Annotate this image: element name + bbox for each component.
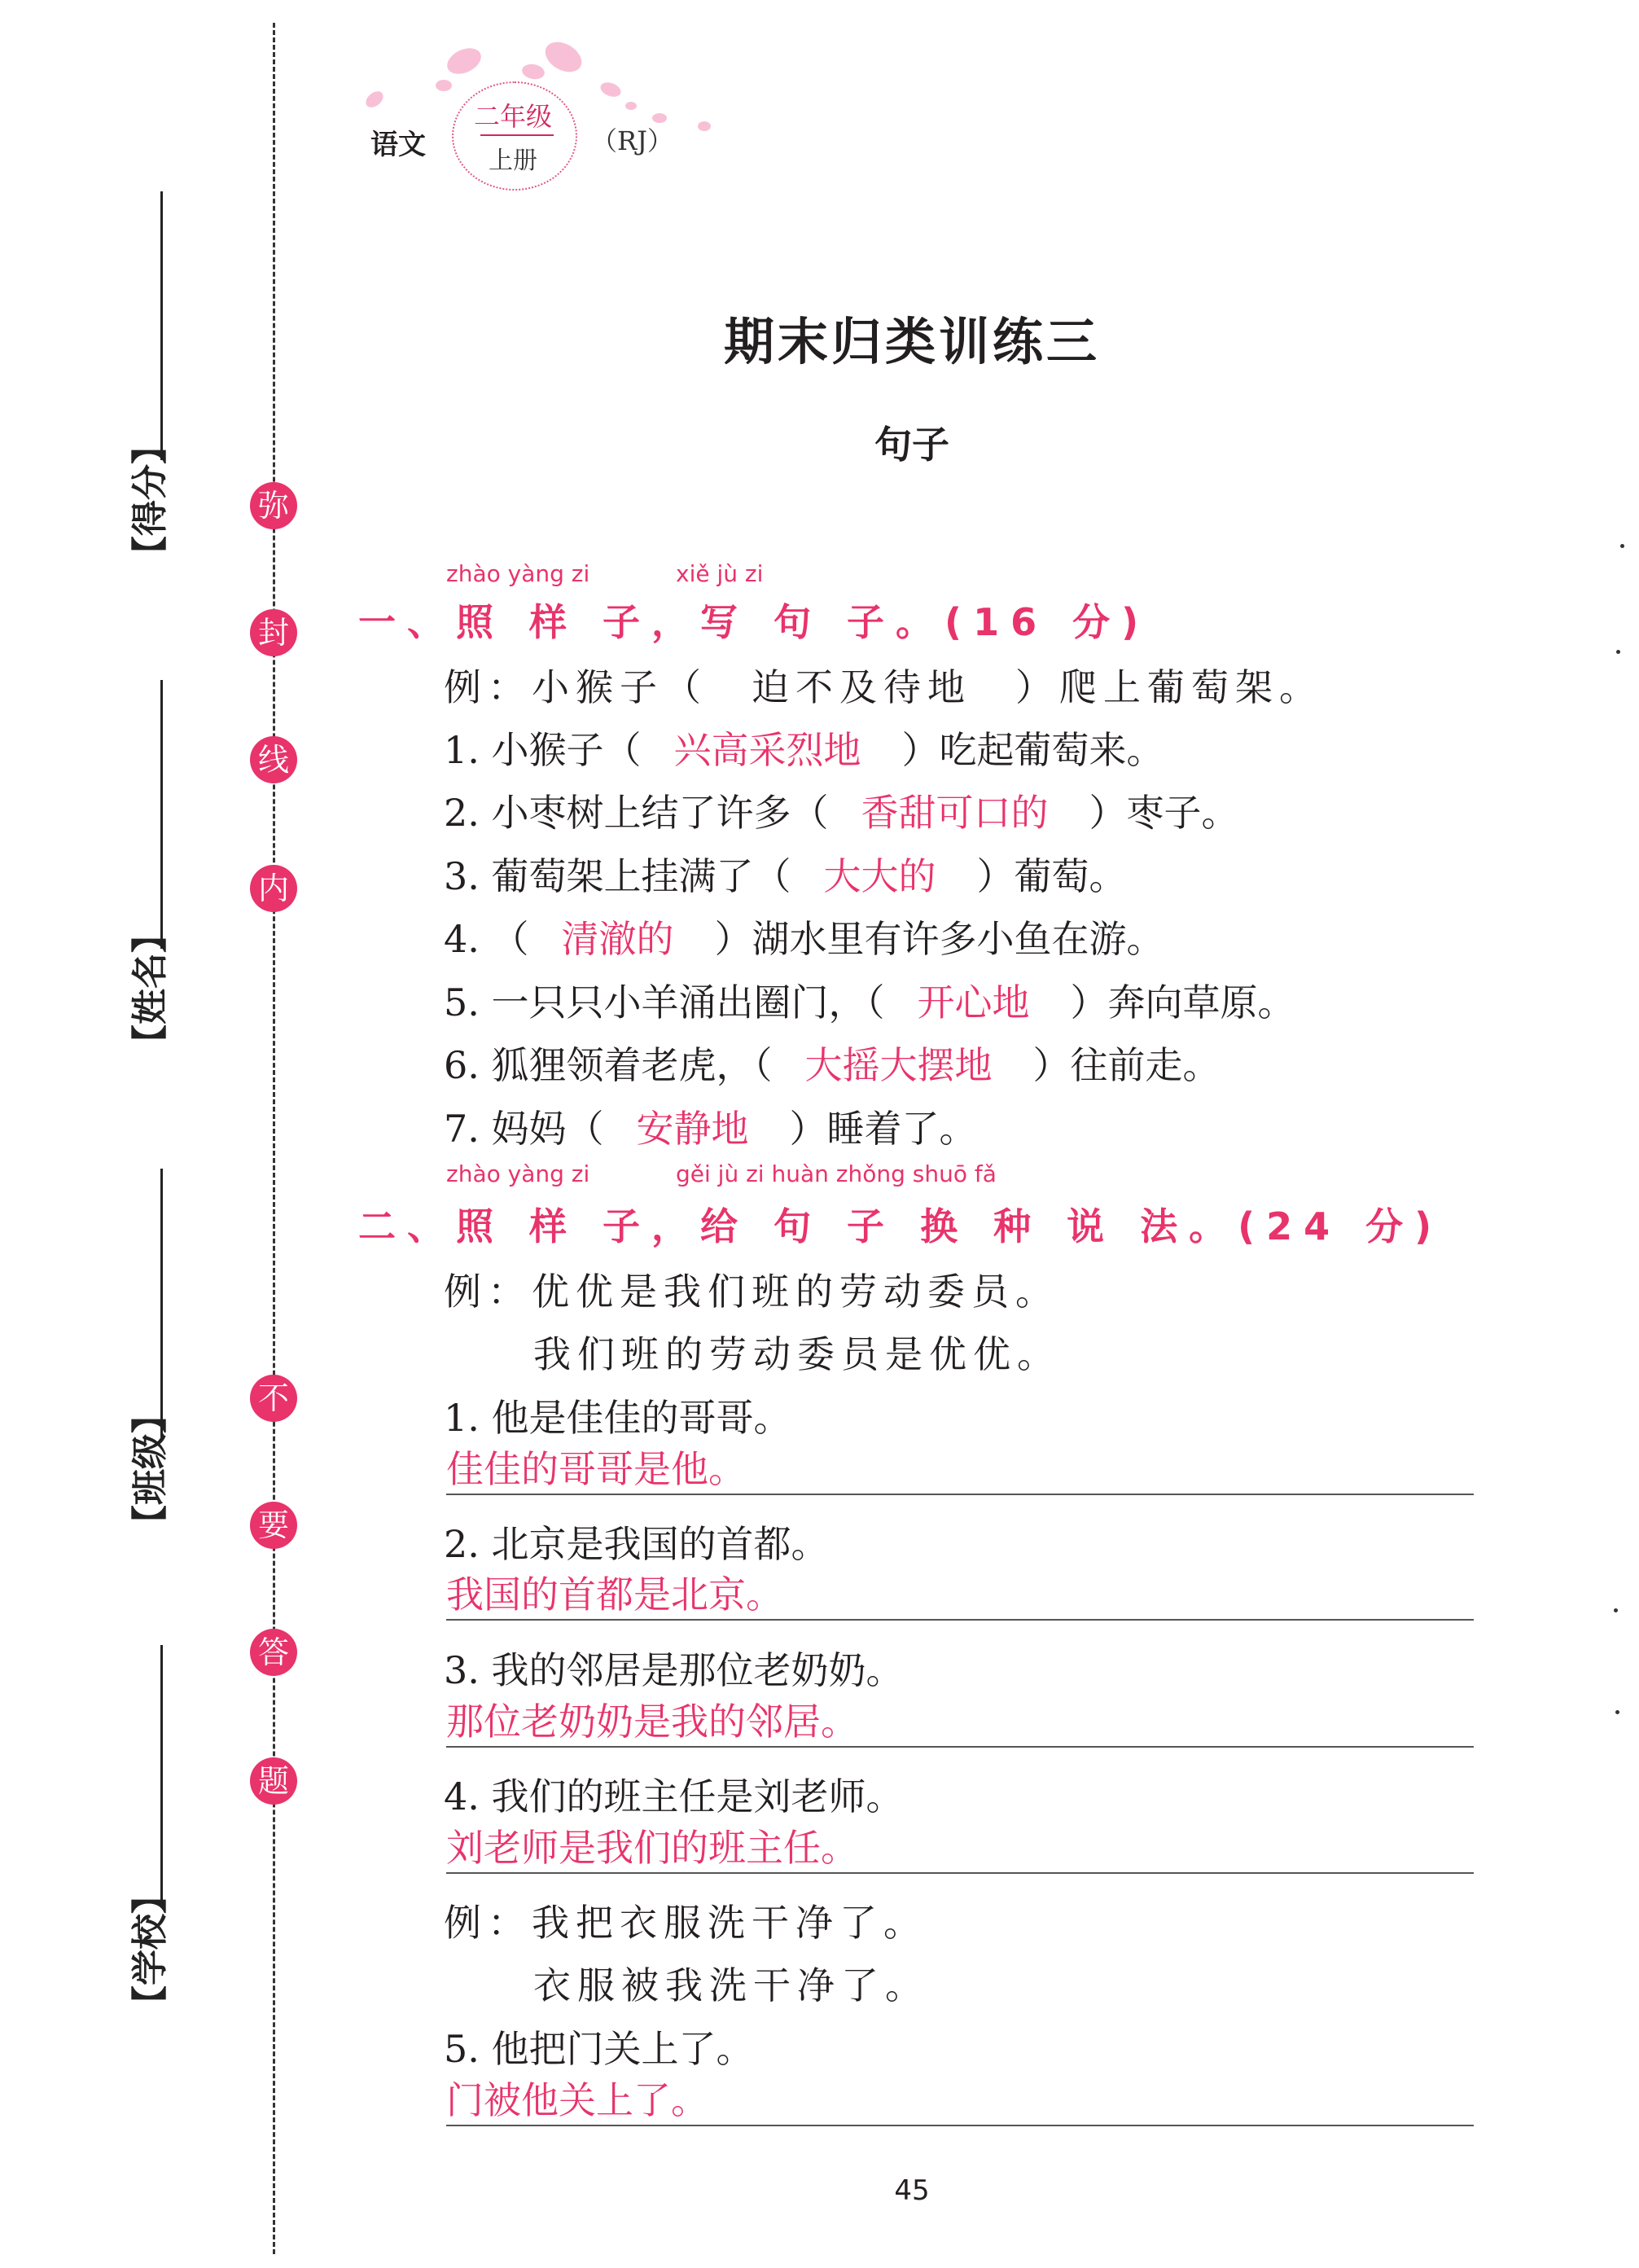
pinyin-annotation: xiě jù zi bbox=[676, 560, 764, 587]
answer-text: 门被他关上了。 bbox=[446, 2078, 708, 2122]
term-label: 上册 bbox=[489, 147, 537, 175]
part2-heading: 二、照 样 子，给 句 子 换 种 说 法。(24 分) bbox=[358, 1204, 1444, 1248]
school-field-label: 【学校】 bbox=[129, 1878, 171, 2021]
page-number: 45 bbox=[894, 2174, 930, 2207]
answer-text: 我国的首都是北京。 bbox=[446, 1573, 783, 1617]
answer-text: 刘老师是我们的班主任。 bbox=[446, 1826, 858, 1870]
scan-speck bbox=[1614, 1608, 1618, 1612]
seal-char: 内 bbox=[250, 865, 297, 912]
part1-item: 4. （ 清澈的 ）湖水里有许多小鱼在游。 bbox=[444, 917, 1164, 961]
score-field-label: 【得分】 bbox=[129, 428, 171, 572]
part1-heading: 一、照 样 子，写 句 子。(16 分) bbox=[358, 600, 1150, 644]
answer-text: 安静地 bbox=[636, 1107, 749, 1151]
answer-text: 清澈的 bbox=[561, 917, 674, 961]
part2-question: 5. 他把门关上了。 bbox=[444, 2027, 754, 2071]
part1-item: 7. 妈妈（ 安静地 ）睡着了。 bbox=[444, 1107, 977, 1151]
answer-text: 那位老奶奶是我的邻居。 bbox=[446, 1700, 858, 1744]
seal-char: 线 bbox=[250, 736, 297, 783]
part2-example2-rewritten: 衣服被我洗干净了。 bbox=[533, 1963, 929, 2007]
part1-example: 例：小猴子（ 迫不及待地 ）爬上葡萄架。 bbox=[444, 665, 1323, 709]
answer-line[interactable] bbox=[446, 1818, 1474, 1874]
part1-item: 2. 小枣树上结了许多（ 香甜可口的 ）枣子。 bbox=[444, 791, 1239, 835]
answer-text: 开心地 bbox=[917, 980, 1030, 1024]
part2-question: 3. 我的邻居是那位老奶奶。 bbox=[444, 1648, 904, 1692]
subject-label: 语文 bbox=[370, 129, 426, 161]
part2-question: 1. 他是佳佳的哥哥。 bbox=[444, 1396, 791, 1440]
pinyin-annotation: zhào yàng zi bbox=[446, 560, 590, 587]
part2-example-rewritten: 我们班的劳动委员是优优。 bbox=[533, 1332, 1061, 1376]
page-title: 期末归类训练三 bbox=[723, 312, 1100, 371]
scan-speck bbox=[1620, 544, 1624, 548]
pinyin-annotation: gěi jù zi huàn zhǒng shuō fǎ bbox=[676, 1160, 997, 1187]
seal-char: 答 bbox=[250, 1629, 297, 1676]
part1-item: 3. 葡萄架上挂满了（ 大大的 ）葡萄。 bbox=[444, 854, 1127, 898]
answer-line[interactable] bbox=[446, 1692, 1474, 1748]
answer-text: 大大的 bbox=[823, 854, 936, 898]
seal-char: 题 bbox=[250, 1757, 297, 1805]
answer-text: 佳佳的哥哥是他。 bbox=[446, 1447, 746, 1491]
name-field-label: 【姓名】 bbox=[129, 917, 171, 1060]
part2-example-original: 例：优优是我们班的劳动委员。 bbox=[444, 1270, 1059, 1314]
part1-item: 6. 狐狸领着老虎，（ 大摇大摆地 ）往前走。 bbox=[444, 1043, 1220, 1087]
answer-line[interactable] bbox=[446, 1565, 1474, 1621]
grade-label: 二年级 bbox=[473, 101, 552, 132]
seal-char: 封 bbox=[250, 609, 297, 656]
grade-divider bbox=[480, 134, 554, 136]
part1-item: 5. 一只只小羊涌出圈门，（ 开心地 ）奔向草原。 bbox=[444, 980, 1295, 1024]
answer-text: 兴高采烈地 bbox=[673, 728, 861, 772]
part2-question: 4. 我们的班主任是刘老师。 bbox=[444, 1774, 904, 1818]
pinyin-annotation: zhào yàng zi bbox=[446, 1160, 590, 1187]
class-field-label: 【班级】 bbox=[129, 1397, 171, 1541]
part2-question: 2. 北京是我国的首都。 bbox=[444, 1522, 829, 1566]
section-title: 句子 bbox=[874, 423, 949, 467]
answer-line[interactable] bbox=[446, 2071, 1474, 2126]
scan-speck bbox=[1615, 1710, 1619, 1714]
seal-char: 不 bbox=[250, 1375, 297, 1422]
answer-line[interactable] bbox=[446, 1440, 1474, 1495]
part2-example2-original: 例：我把衣服洗干净了。 bbox=[444, 1901, 927, 1945]
scan-speck bbox=[1616, 650, 1620, 654]
seal-char: 弥 bbox=[250, 482, 297, 529]
name-write-line[interactable] bbox=[160, 680, 163, 949]
binding-dashed-line bbox=[273, 23, 275, 2254]
part1-item: 1. 小猴子（ 兴高采烈地 ）吃起葡萄来。 bbox=[444, 728, 1164, 772]
answer-text: 大摇大摆地 bbox=[804, 1043, 993, 1087]
answer-text: 香甜可口的 bbox=[861, 791, 1049, 835]
school-write-line[interactable] bbox=[160, 1645, 163, 1906]
score-write-line[interactable] bbox=[160, 191, 163, 460]
edition-label: （RJ） bbox=[591, 125, 673, 156]
seal-char: 要 bbox=[250, 1502, 297, 1549]
